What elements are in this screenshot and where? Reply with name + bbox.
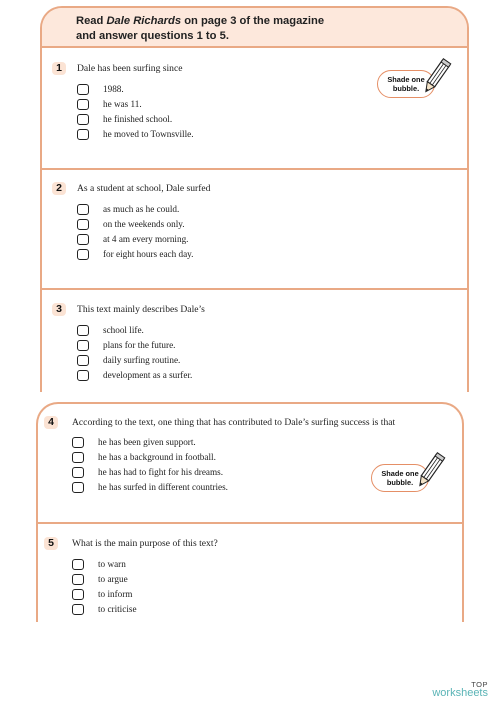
topworksheets-logo: TOP worksheets — [432, 680, 488, 699]
answer-bubble[interactable] — [77, 325, 89, 336]
answer-option[interactable]: he has had to fight for his dreams. — [72, 465, 84, 479]
question-number: 1 — [52, 62, 66, 75]
answer-bubble[interactable] — [77, 219, 89, 230]
question-stem: This text mainly describes Dale’s — [77, 304, 205, 315]
answer-option[interactable]: he has a background in football. — [72, 450, 84, 464]
answer-bubble[interactable] — [72, 604, 84, 615]
question-number: 3 — [52, 303, 66, 316]
answer-bubble[interactable] — [72, 437, 84, 448]
answer-bubble[interactable] — [77, 204, 89, 215]
question-stem: According to the text, one thing that has contributed to Dale’s surfing success is that — [72, 417, 396, 428]
answer-bubble[interactable] — [72, 559, 84, 570]
instructions-line-2: and answer questions 1 to 5. — [76, 30, 229, 42]
instructions-line-1: Read Dale Richards on page 3 of the magazine — [76, 15, 325, 27]
answer-bubble[interactable] — [77, 114, 89, 125]
answer-option[interactable]: daily surfing routine. — [77, 353, 89, 367]
pencil-icon — [419, 58, 453, 98]
answer-option[interactable]: as much as he could. — [77, 202, 89, 216]
answer-option[interactable]: for eight hours each day. — [77, 247, 89, 261]
answer-bubble[interactable] — [72, 482, 84, 493]
answer-bubble[interactable] — [77, 234, 89, 245]
questions-card-1: Read Dale Richards on page 3 of the magazine and answer questions 1 to 5. 1 Dale has been surfing since 1988. he was 11. he finished school. he moved to Townsville. Shade one bubble. 2 As a student at school, Dale surfed as much as he could. on the weekends only. at 4 am every morning. for eight hours each day. 3 This text mainly describes Dale’s school life. plans for the future. daily surfing routine. development as a surfer. — [40, 6, 469, 392]
pencil-icon — [413, 452, 447, 492]
question-number: 2 — [52, 182, 66, 195]
answer-option[interactable]: plans for the future. — [77, 338, 89, 352]
answer-bubble[interactable] — [72, 452, 84, 463]
question-stem: What is the main purpose of this text? — [72, 538, 218, 549]
answer-bubble[interactable] — [77, 355, 89, 366]
answer-option[interactable]: he finished school. — [77, 112, 89, 126]
question-stem: As a student at school, Dale surfed — [77, 183, 211, 194]
question-stem: Dale has been surfing since — [77, 63, 183, 74]
answer-option[interactable]: development as a surfer. — [77, 368, 89, 382]
answer-bubble[interactable] — [72, 574, 84, 585]
answer-bubble[interactable] — [77, 370, 89, 381]
answer-option[interactable]: to argue — [72, 572, 84, 586]
article-title: Dale Richards — [106, 15, 182, 27]
answer-option[interactable]: he moved to Townsville. — [77, 127, 89, 141]
answer-option[interactable]: he has been given support. — [72, 435, 84, 449]
questions-card-2: 4 According to the text, one thing that has contributed to Dale’s surfing success is that he has been given support. he has a background in football. he has had to fight for his dreams. he has surfed in different countries. Shade one bubble. 5 What is the main purpose of this text? to warn to argue to inform to criticise — [36, 402, 464, 622]
answer-bubble[interactable] — [77, 340, 89, 351]
answer-option[interactable]: to warn — [72, 557, 84, 571]
answer-bubble[interactable] — [72, 589, 84, 600]
section-divider — [36, 522, 464, 524]
answer-option[interactable]: school life. — [77, 323, 89, 337]
answer-option[interactable]: he has surfed in different countries. — [72, 480, 84, 494]
section-divider — [40, 168, 469, 170]
question-number: 5 — [44, 537, 58, 550]
answer-option[interactable]: to inform — [72, 587, 84, 601]
question-number: 4 — [44, 416, 58, 429]
answer-bubble[interactable] — [77, 249, 89, 260]
answer-bubble[interactable] — [77, 84, 89, 95]
answer-option[interactable]: at 4 am every morning. — [77, 232, 89, 246]
answer-option[interactable]: to criticise — [72, 602, 84, 616]
instructions-header — [42, 8, 467, 48]
answer-option[interactable]: on the weekends only. — [77, 217, 89, 231]
answer-bubble[interactable] — [77, 99, 89, 110]
section-divider — [40, 288, 469, 290]
answer-option[interactable]: he was 11. — [77, 97, 89, 111]
answer-bubble[interactable] — [72, 467, 84, 478]
answer-option[interactable]: 1988. — [77, 82, 89, 96]
answer-bubble[interactable] — [77, 129, 89, 140]
